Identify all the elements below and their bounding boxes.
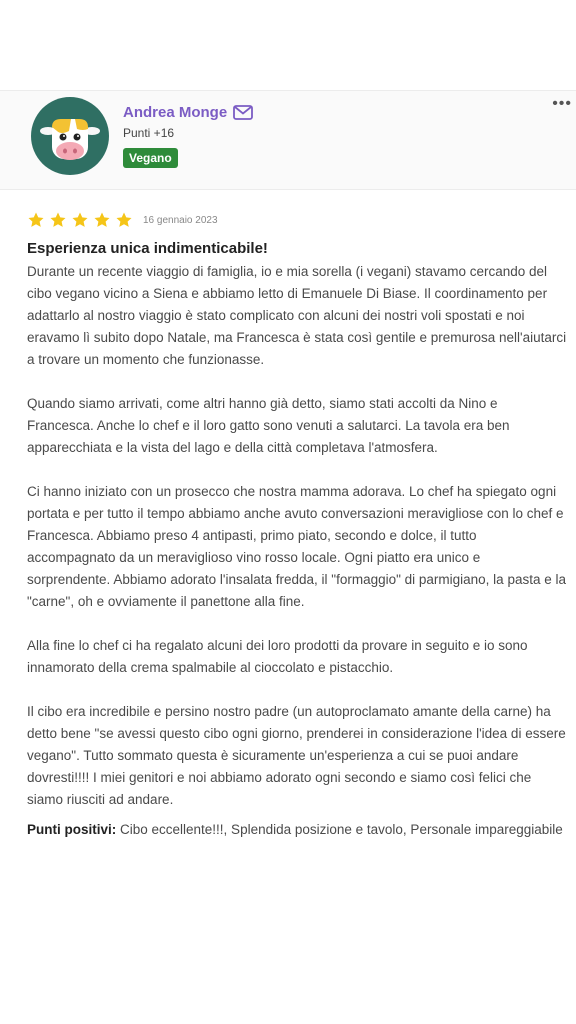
review-card xyxy=(0,90,576,939)
user-name[interactable]: Andrea Monge xyxy=(123,104,228,121)
user-points: Punti +16 xyxy=(123,126,175,140)
pros-section xyxy=(27,819,567,841)
review-paragraph: Il cibo era incredibile e persino nostro padre (un autoproclamato amante della carne) ha detto bene "se avessi questo cibo ogni giorno, prenderei in considerazione l'idea di essere vegano". Tutto sommato questa è sicuramente un'esperienza a cui se puoi andare dovresti!!!! I miei genitori e noi abbiamo adorato ogni secondo e siamo così felici che siamo riusciti ad andare. xyxy=(27,704,566,807)
mail-icon[interactable] xyxy=(233,105,253,120)
star-icon xyxy=(27,211,45,229)
user-name-link[interactable] xyxy=(123,104,253,121)
review-paragraph: Ci hanno iniziato con un prosecco che nostra mamma adorava. Lo chef ha spiegato ogni portata e per tutto il tempo abbiamo anche avuto conversazioni meravigliose con lo chef e Francesca. Abbiamo preso 4 antipasti, primo piato, secondo e dolce, il tutto accompagnato da un meraviglioso vino rosso locale. Ogni piatto era unico e sorprendente. Abbiamo adorato l'insalata fredda, il "formaggio" di parmigiano, la pasta e la "carne", oh e ovviamente il panettone alla fine. xyxy=(27,484,566,609)
pros-label: Punti positivi: xyxy=(27,822,117,837)
review-body xyxy=(27,261,567,841)
more-options-icon[interactable]: ••• xyxy=(552,95,572,112)
star-icon xyxy=(71,211,89,229)
review-date: 16 gennaio 2023 xyxy=(143,214,218,226)
status-badge: Vegano xyxy=(123,148,178,168)
review-paragraph: Quando siamo arrivati, come altri hanno già detto, siamo stati accolti da Nino e Francesca. Anche lo chef e il loro gatto sono venuti a salutarci. La tavola era ben apparecchiata e la vista del lago e della città completava l'atmosfera. xyxy=(27,396,510,455)
review-paragraph: Durante un recente viaggio di famiglia, io e mia sorella (i vegani) stavamo cercando del cibo vegano vicino a Siena e abbiamo letto di Emanuele Di Biase. Il coordinamento per adattarlo al nostro viaggio è stato complicato con alcuni dei nostri voli spostati e noi eravamo lì subito dopo Natale, ma Francesca è stata così gentile e premurosa nell'aiutarci a trovare un momento che funzionasse. xyxy=(27,264,567,367)
review-title: Esperienza unica indimenticabile! xyxy=(27,240,268,257)
star-icon xyxy=(93,211,111,229)
pros-text: Cibo eccellente!!!, Splendida posizione e tavolo, Personale impareggiabile xyxy=(116,822,563,837)
review-paragraph: Alla fine lo chef ci ha regalato alcuni dei loro prodotti da provare in seguito e io sono innamorato della crema spalmabile al cioccolato e pistacchio. xyxy=(27,638,528,675)
star-icon xyxy=(49,211,67,229)
cow-avatar-icon xyxy=(31,97,109,175)
rating-stars xyxy=(27,211,218,229)
review-header xyxy=(0,91,576,190)
avatar[interactable] xyxy=(31,97,109,175)
star-icon xyxy=(115,211,133,229)
